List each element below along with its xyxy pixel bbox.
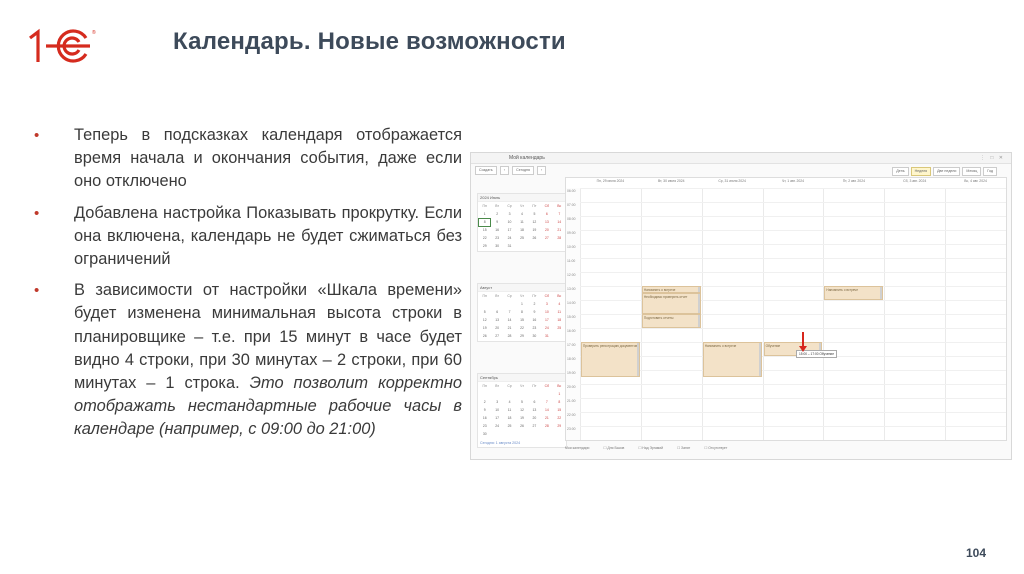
time-label: 15:00 bbox=[567, 315, 576, 319]
time-label: 14:00 bbox=[567, 301, 576, 305]
empty-cell bbox=[529, 391, 540, 398]
day-cell[interactable]: 14 bbox=[557, 220, 562, 224]
window-controls-icon[interactable]: ⋮ □ ✕ bbox=[980, 155, 1005, 161]
day-cell[interactable]: 30 bbox=[532, 334, 537, 338]
weekday-label: Ср bbox=[507, 294, 512, 298]
mini-calendar-grid bbox=[478, 202, 566, 251]
day-cell[interactable]: 30 bbox=[482, 432, 487, 436]
day-cell[interactable]: 22 bbox=[557, 416, 562, 420]
today-button[interactable]: Сегодня bbox=[512, 166, 534, 175]
day-cell[interactable]: 27 bbox=[495, 334, 500, 338]
mini-calendar bbox=[477, 283, 567, 342]
legend-title: Мои календари bbox=[565, 446, 590, 450]
calendar-event[interactable] bbox=[642, 314, 701, 328]
hour-line bbox=[580, 188, 1006, 189]
weekday-label: Пт bbox=[532, 204, 537, 208]
day-cell[interactable]: 19 bbox=[532, 228, 537, 232]
calendar-event[interactable] bbox=[642, 293, 701, 314]
day-cell[interactable]: 3 bbox=[508, 212, 511, 216]
hour-line bbox=[580, 216, 1006, 217]
calendar-event[interactable] bbox=[703, 342, 762, 377]
day-cell[interactable]: 4 bbox=[508, 400, 511, 404]
weekday-label: Сб bbox=[544, 294, 550, 298]
mini-calendar-month: Август bbox=[478, 284, 566, 292]
legend-item[interactable]: ☐ Занят bbox=[677, 446, 691, 450]
bullet-text bbox=[74, 279, 462, 441]
day-cell[interactable]: 29 bbox=[557, 424, 562, 428]
time-label: 23:00 bbox=[567, 427, 576, 431]
calendar-event[interactable] bbox=[824, 286, 883, 300]
weekday-label: Вс bbox=[557, 204, 562, 208]
time-label: 08:00 bbox=[567, 217, 576, 221]
mini-calendar-grid bbox=[478, 292, 566, 341]
time-label: 20:00 bbox=[567, 385, 576, 389]
toolbar bbox=[475, 166, 548, 175]
view-button[interactable]: Неделя bbox=[911, 167, 932, 176]
event-label: Напомнить о встрече bbox=[643, 288, 676, 292]
day-cell[interactable]: 23 bbox=[532, 326, 537, 330]
weekday-label: Пн bbox=[482, 384, 487, 388]
empty-cell bbox=[504, 391, 515, 398]
event-label: Напомнить о встрече bbox=[826, 288, 858, 292]
mini-calendar-grid bbox=[478, 382, 566, 439]
day-cell[interactable]: 1 bbox=[483, 212, 486, 216]
view-button[interactable]: Месяц bbox=[962, 167, 981, 176]
day-header: Вт, 30 июля 2024 bbox=[657, 179, 685, 183]
hour-line bbox=[580, 258, 1006, 259]
calendar-event[interactable] bbox=[642, 286, 701, 293]
1c-logo-icon bbox=[24, 26, 100, 66]
event-stripe bbox=[880, 287, 882, 299]
today-link[interactable]: Сегодня: 1 августа 2024 bbox=[480, 441, 521, 445]
day-cell[interactable]: 10 bbox=[495, 408, 500, 412]
legend-item[interactable]: ☐ Над Эргамий bbox=[638, 446, 664, 450]
bullet-item bbox=[34, 202, 462, 272]
weekday-label: Пн bbox=[482, 294, 487, 298]
day-cell[interactable]: 11 bbox=[557, 310, 562, 314]
day-cell[interactable]: 15 bbox=[557, 408, 562, 412]
day-cell[interactable]: 6 bbox=[533, 400, 536, 404]
weekday-label: Чт bbox=[520, 204, 524, 208]
hour-line bbox=[580, 370, 1006, 371]
day-cell[interactable]: 29 bbox=[520, 334, 524, 338]
day-cell[interactable]: 23 bbox=[495, 236, 500, 240]
bullet-item bbox=[34, 279, 462, 441]
day-cell[interactable]: 27 bbox=[532, 424, 537, 428]
day-header: Чт, 1 авг. 2024 bbox=[781, 179, 805, 183]
page-title: Календарь. Новые возможности bbox=[173, 28, 566, 55]
day-cell[interactable]: 15 bbox=[520, 318, 524, 322]
weekday-label: Пт bbox=[532, 384, 537, 388]
day-cell[interactable]: 24 bbox=[495, 424, 500, 428]
day-cell[interactable]: 24 bbox=[544, 326, 549, 330]
day-header: Сб, 3 авг. 2024 bbox=[903, 179, 927, 183]
view-button[interactable]: Год bbox=[983, 167, 997, 176]
empty-cell bbox=[491, 301, 502, 308]
weekday-label: Вт bbox=[495, 294, 499, 298]
day-cell[interactable]: 10 bbox=[544, 310, 549, 314]
day-cell[interactable]: 17 bbox=[544, 318, 549, 322]
day-cell[interactable]: 20 bbox=[495, 326, 500, 330]
week-scheduler[interactable] bbox=[565, 177, 1007, 441]
hour-line bbox=[580, 384, 1006, 385]
svg-text:®: ® bbox=[92, 30, 96, 36]
bullet-dot-icon: • bbox=[34, 204, 40, 222]
day-cell[interactable]: 29 bbox=[482, 244, 487, 248]
time-label: 12:00 bbox=[567, 273, 576, 277]
day-cell[interactable]: 19 bbox=[482, 326, 487, 330]
day-cell[interactable]: 20 bbox=[544, 228, 549, 232]
event-stripe bbox=[698, 294, 700, 313]
day-cell[interactable]: 1 bbox=[558, 392, 561, 396]
day-cell[interactable]: 19 bbox=[520, 416, 524, 420]
mini-calendar-month: Сентябрь bbox=[478, 374, 566, 382]
legend-item[interactable]: ☐ Для Быков bbox=[603, 446, 625, 450]
day-cell[interactable]: 31 bbox=[507, 244, 512, 248]
hour-line bbox=[580, 412, 1006, 413]
day-cell[interactable]: 6 bbox=[545, 212, 548, 216]
weekday-label: Сб bbox=[544, 204, 550, 208]
calendar-legend bbox=[565, 446, 1005, 455]
day-cell[interactable]: 14 bbox=[544, 408, 549, 412]
day-cell[interactable]: 8 bbox=[521, 310, 523, 314]
day-cell[interactable]: 2 bbox=[483, 400, 486, 404]
day-cell[interactable]: 3 bbox=[496, 400, 499, 404]
day-cell[interactable]: 13 bbox=[495, 318, 500, 322]
day-header: Ср, 31 июля 2024 bbox=[718, 179, 746, 183]
pointer-arrowhead-icon bbox=[799, 346, 807, 352]
day-cell[interactable]: 10 bbox=[507, 220, 512, 224]
day-cell[interactable]: 17 bbox=[507, 228, 512, 232]
time-label: 16:00 bbox=[567, 329, 576, 333]
day-cell[interactable]: 13 bbox=[532, 408, 537, 412]
day-cell[interactable]: 23 bbox=[482, 424, 487, 428]
day-cell[interactable]: 13 bbox=[544, 220, 549, 224]
day-cell[interactable]: 7 bbox=[545, 400, 548, 404]
day-cell[interactable]: 18 bbox=[557, 318, 562, 322]
bullet-dot-icon: • bbox=[34, 282, 40, 300]
day-header: Пт, 2 авг. 2024 bbox=[842, 179, 865, 183]
time-label: 18:00 bbox=[567, 357, 576, 361]
day-cell[interactable]: 3 bbox=[545, 302, 548, 306]
weekday-label: Вт bbox=[495, 204, 499, 208]
day-cell[interactable]: 21 bbox=[507, 326, 512, 330]
day-cell[interactable]: 12 bbox=[520, 408, 524, 412]
day-cell[interactable]: 12 bbox=[532, 220, 537, 224]
day-cell[interactable]: 26 bbox=[532, 236, 537, 240]
create-button[interactable]: Создать bbox=[475, 166, 497, 175]
mini-calendar-month: 2024 Июль bbox=[478, 194, 566, 202]
event-stripe bbox=[698, 315, 700, 327]
day-cell[interactable]: 5 bbox=[533, 212, 536, 216]
day-cell[interactable]: 24 bbox=[507, 236, 512, 240]
hour-line bbox=[580, 426, 1006, 427]
day-cell[interactable]: 22 bbox=[520, 326, 524, 330]
window-title: Мой календарь bbox=[509, 155, 545, 161]
day-header: Пн, 29 июля 2024 bbox=[596, 179, 625, 183]
time-label: 06:00 bbox=[567, 189, 576, 193]
day-cell[interactable]: 31 bbox=[544, 334, 549, 338]
time-label: 22:00 bbox=[567, 413, 576, 417]
day-cell[interactable]: 18 bbox=[507, 416, 512, 420]
page-number: 104 bbox=[965, 546, 986, 560]
day-cell[interactable]: 17 bbox=[495, 416, 500, 420]
weekday-label: Сб bbox=[544, 384, 550, 388]
event-label: Напомнить о встрече bbox=[704, 344, 737, 348]
time-label: 10:00 bbox=[567, 245, 576, 249]
time-label: 11:00 bbox=[567, 259, 576, 263]
calendar-event[interactable] bbox=[581, 342, 640, 377]
event-stripe bbox=[759, 343, 761, 376]
day-cell[interactable]: 11 bbox=[520, 220, 524, 224]
bullet-text: Теперь в подсказках календаря отображается время начала и окончания события, даже если оно отключено bbox=[74, 126, 462, 191]
event-label: Обучение bbox=[765, 344, 781, 348]
day-cell[interactable]: 9 bbox=[496, 220, 499, 224]
hour-line bbox=[580, 202, 1006, 203]
time-label: 09:00 bbox=[567, 231, 576, 235]
event-label: Необходимо проверить отчет bbox=[643, 295, 688, 299]
day-cell[interactable]: 5 bbox=[521, 400, 523, 404]
time-label: 07:00 bbox=[567, 203, 576, 207]
calendar-screenshot bbox=[470, 152, 1012, 460]
weekday-label: Ср bbox=[507, 384, 512, 388]
bullet-list bbox=[34, 124, 462, 450]
event-label: Проверить регистрацию документов bbox=[583, 344, 638, 348]
time-label: 19:00 bbox=[567, 371, 576, 375]
day-cell[interactable]: 1 bbox=[521, 302, 523, 306]
day-cell[interactable]: 21 bbox=[557, 228, 562, 232]
hour-line bbox=[580, 328, 1006, 329]
day-cell[interactable]: 15 bbox=[482, 228, 487, 232]
day-cell[interactable]: 14 bbox=[507, 318, 512, 322]
next-arrow-icon[interactable]: › bbox=[537, 166, 546, 175]
empty-cell bbox=[504, 301, 515, 308]
day-header: Вс, 4 авг. 2024 bbox=[964, 179, 987, 183]
day-cell[interactable]: 26 bbox=[520, 424, 524, 428]
weekday-label: Чт bbox=[520, 294, 524, 298]
prev-arrow-icon[interactable]: ‹ bbox=[500, 166, 509, 175]
hour-line bbox=[580, 356, 1006, 357]
hour-line bbox=[580, 398, 1006, 399]
event-stripe bbox=[698, 287, 700, 292]
weekday-label: Вс bbox=[557, 294, 562, 298]
hour-line bbox=[580, 230, 1006, 231]
hour-line bbox=[580, 244, 1006, 245]
day-cell[interactable]: 9 bbox=[533, 310, 536, 314]
empty-cell bbox=[479, 391, 490, 398]
bullet-text-italic: Это позволит корректно отображать нестандартные рабочие часы в календаре (например, с 09:00 до 21:00) bbox=[74, 374, 462, 439]
day-cell[interactable]: 20 bbox=[532, 416, 537, 420]
view-button[interactable]: День bbox=[892, 167, 908, 176]
day-cell[interactable]: 9 bbox=[483, 408, 486, 412]
day-cell[interactable]: 2 bbox=[496, 212, 499, 216]
day-cell[interactable]: 4 bbox=[521, 212, 523, 216]
bullet-text-regular: В зависимости от настройки «Шкала времени» будет изменена минимальная высота строки в планировщике – т.е. при 15 минут в часе будет видно 4 строки, при 30 минутах – 2 строки, при 60 минутах – 1 строка. bbox=[74, 281, 462, 393]
weekday-label: Вс bbox=[557, 384, 562, 388]
day-cell[interactable]: 25 bbox=[507, 424, 512, 428]
time-label: 17:00 bbox=[567, 343, 576, 347]
bullet-item bbox=[34, 124, 462, 194]
weekday-label: Пн bbox=[482, 204, 487, 208]
day-cell[interactable]: 28 bbox=[507, 334, 512, 338]
empty-cell bbox=[479, 301, 490, 308]
day-cell[interactable]: 16 bbox=[495, 228, 500, 232]
day-cell[interactable]: 28 bbox=[557, 236, 562, 240]
mini-calendar bbox=[477, 193, 567, 252]
day-cell[interactable]: 7 bbox=[508, 310, 511, 314]
legend-item[interactable]: ☐ Отсутствует bbox=[704, 446, 728, 450]
empty-cell bbox=[541, 391, 552, 398]
bullet-text: Добавлена настройка Показывать прокрутку. Если она включена, календарь не будет сжиматься без ограничений bbox=[74, 203, 462, 269]
weekday-label: Пт bbox=[532, 294, 537, 298]
event-stripe bbox=[637, 343, 639, 376]
day-cell[interactable]: 2 bbox=[533, 302, 536, 306]
weekday-label: Вт bbox=[495, 384, 499, 388]
day-cell[interactable]: 16 bbox=[532, 318, 537, 322]
day-cell[interactable]: 18 bbox=[520, 228, 524, 232]
event-tooltip: 15:00 – 17:00 Обучение bbox=[796, 350, 837, 358]
day-cell[interactable]: 4 bbox=[558, 302, 561, 306]
day-cell[interactable]: 12 bbox=[482, 318, 487, 322]
empty-cell bbox=[491, 391, 502, 398]
day-cell[interactable]: 7 bbox=[558, 212, 561, 216]
day-cell[interactable]: 21 bbox=[544, 416, 549, 420]
day-cell[interactable]: 16 bbox=[482, 416, 487, 420]
day-cell[interactable]: 30 bbox=[495, 244, 500, 248]
bullet-dot-icon: • bbox=[34, 127, 40, 144]
hour-line bbox=[580, 272, 1006, 273]
day-cell[interactable]: 8 bbox=[479, 219, 490, 226]
time-label: 13:00 bbox=[567, 287, 576, 291]
view-button[interactable]: Две недели bbox=[933, 167, 960, 176]
day-cell[interactable]: 5 bbox=[483, 310, 486, 314]
weekday-label: Ср bbox=[507, 204, 512, 208]
day-cell[interactable]: 11 bbox=[507, 408, 512, 412]
day-cell[interactable]: 28 bbox=[544, 424, 549, 428]
weekday-label: Чт bbox=[520, 384, 524, 388]
day-cell[interactable]: 8 bbox=[558, 400, 561, 404]
window-titlebar bbox=[471, 153, 1011, 164]
day-cell[interactable]: 26 bbox=[482, 334, 487, 338]
event-label: Подготовить отчеты bbox=[643, 316, 674, 320]
day-cell[interactable]: 6 bbox=[496, 310, 499, 314]
day-cell[interactable]: 25 bbox=[520, 236, 524, 240]
view-switcher bbox=[892, 167, 999, 176]
time-label: 21:00 bbox=[567, 399, 576, 403]
empty-cell bbox=[516, 391, 527, 398]
day-cell[interactable]: 27 bbox=[544, 236, 549, 240]
day-cell[interactable]: 22 bbox=[482, 236, 487, 240]
day-cell[interactable]: 25 bbox=[557, 326, 562, 330]
mini-calendar bbox=[477, 373, 567, 448]
